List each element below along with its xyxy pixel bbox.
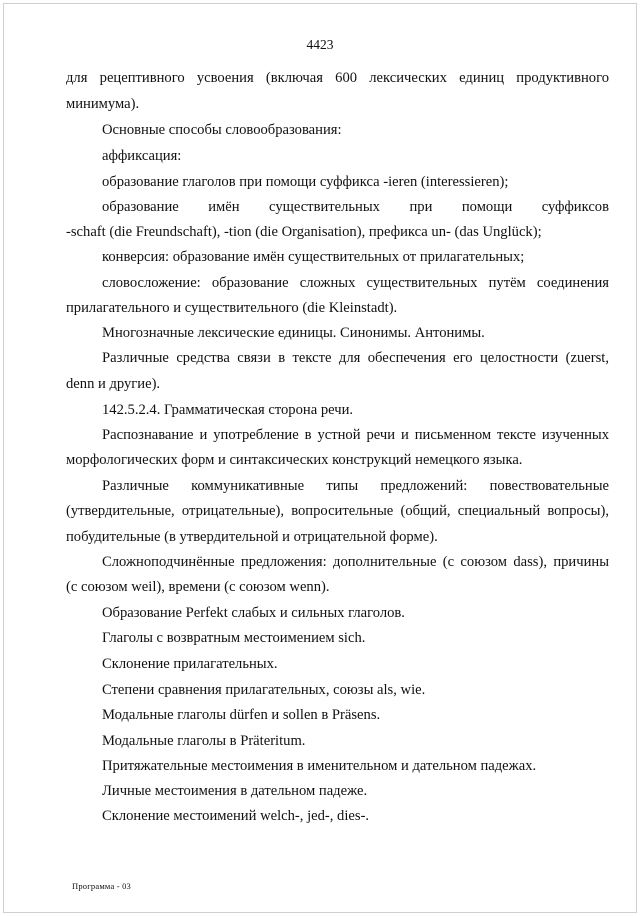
- text-line: Личные местоимения в дательном падеже.: [102, 783, 368, 799]
- text-line: образование имён существительных при помощи суффиксов: [102, 199, 609, 215]
- text-line: словосложение: образование сложных существительных путём соединения: [102, 275, 609, 291]
- text-line: аффиксация:: [102, 148, 182, 164]
- text-line: Различные средства связи в тексте для обеспечения его целостности (zuerst,: [102, 350, 609, 366]
- text-line: (утвердительные, отрицательные), вопросительные (общий, специальный вопросы),: [66, 503, 609, 519]
- text-line: образование глаголов при помощи суффикса -ieren (interessieren);: [102, 174, 509, 190]
- text-line: (с союзом weil), времени (с союзом wenn).: [66, 579, 330, 595]
- text-line: Многозначные лексические единицы. Синонимы. Антонимы.: [102, 325, 485, 341]
- text-line: denn и другие).: [66, 376, 161, 392]
- text-line: побудительные (в утвердительной и отрицательной форме).: [66, 529, 438, 545]
- page-number: 4423: [306, 37, 334, 52]
- text-line: Образование Perfekt слабых и сильных глаголов.: [102, 605, 405, 621]
- text-line: Склонение местоимений welch-, jed-, dies-.: [102, 808, 370, 824]
- text-line: Притяжательные местоимения в именительном и дательном падежах.: [102, 758, 537, 774]
- footer-label: Программа - 03: [72, 881, 132, 891]
- text-line: Склонение прилагательных.: [102, 656, 278, 672]
- text-line: Глаголы с возвратным местоимением sich.: [102, 630, 366, 646]
- text-line: Сложноподчинённые предложения: дополнительные (с союзом dass), причины: [102, 554, 609, 570]
- text-line: Модальные глаголы в Präteritum.: [102, 733, 306, 749]
- text-line: конверсия: образование имён существительных от прилагательных;: [102, 249, 525, 265]
- text-line: прилагательного и существительного (die Kleinstadt).: [66, 300, 398, 316]
- text-line: минимума).: [66, 96, 140, 112]
- text-line: Основные способы словообразования:: [102, 122, 342, 138]
- text-line: Различные коммуникативные типы предложений: повествовательные: [102, 478, 609, 494]
- text-line: морфологических форм и синтаксических конструкций немецкого языка.: [66, 452, 523, 468]
- text-line: Распознавание и употребление в устной речи и письменном тексте изученных: [102, 427, 609, 443]
- text-line: -schaft (die Freundschaft), -tion (die Organisation), префикса un- (das Unglück);: [66, 224, 542, 240]
- text-line: Модальные глаголы dürfen и sollen в Präsens.: [102, 707, 381, 723]
- text-line: Степени сравнения прилагательных, союзы als, wie.: [102, 682, 426, 698]
- text-line: для рецептивного усвоения (включая 600 лексических единиц продуктивного: [66, 70, 609, 86]
- section-heading: 142.5.2.4. Грамматическая сторона речи.: [102, 402, 354, 418]
